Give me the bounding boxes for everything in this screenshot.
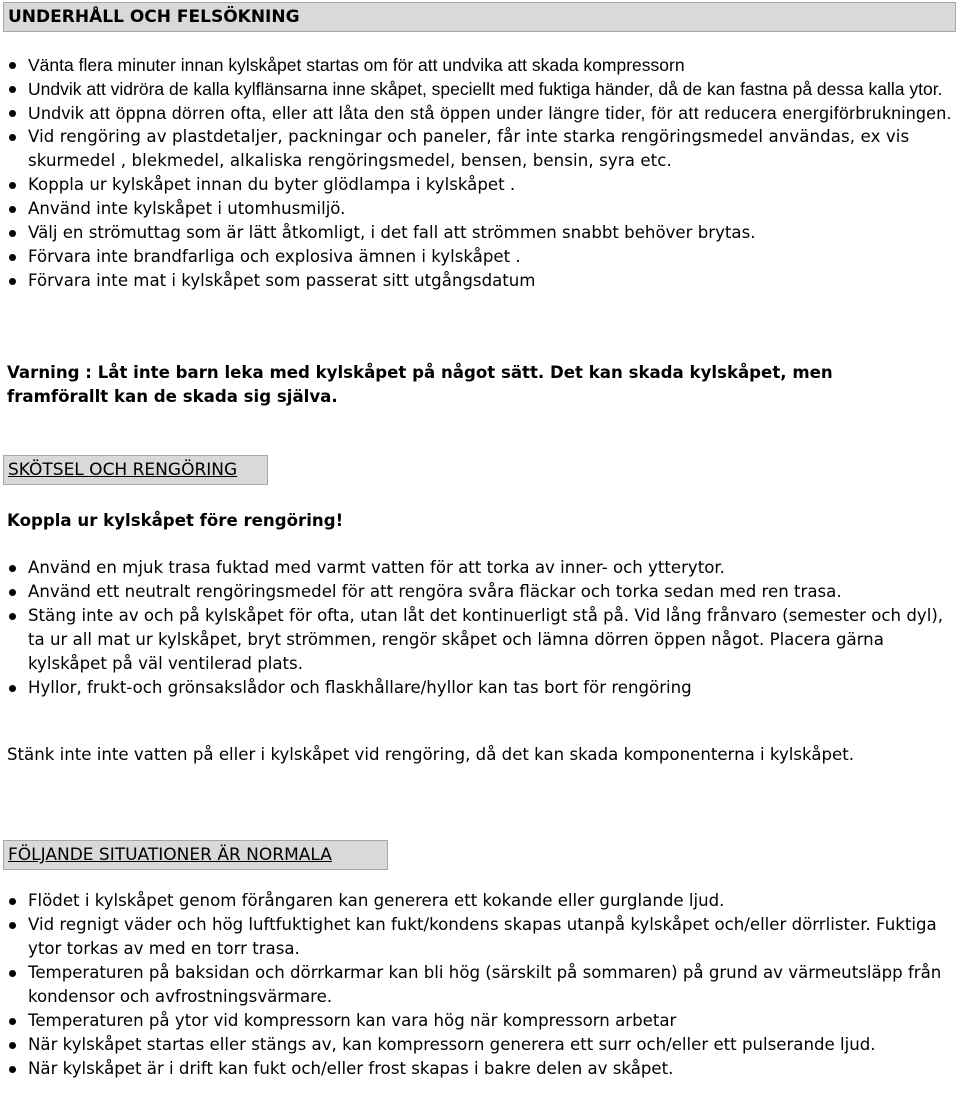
list-item: Temperaturen på baksidan och dörrkarmar kan bli hög (särskilt på sommaren) på grund av värmeutsläpp från kondensor och avfrostningsvärmare. [2,961,952,1009]
list-item: Välj en strömuttag som är lätt åtkomligt, i det fall att strömmen snabbt behöver brytas. [2,221,952,245]
water-note: Stänk inte inte vatten på eller i kylskåpet vid rengöring, då det kan skada komponenterna i kylskåpet. [7,745,855,764]
list-item: Temperaturen på ytor vid kompressorn kan vara hög när kompressorn arbetar [2,1009,952,1033]
list-item: När kylskåpet startas eller stängs av, kan kompressorn generera ett surr och/eller ett pulserande ljud. [2,1033,952,1057]
cleaning-list [2,556,952,700]
list-item: Använd ett neutralt rengöringsmedel för att rengöra svåra fläckar och torka sedan med ren trasa. [2,580,952,604]
list-item: Undvik att vidröra de kalla kylflänsarna inne skåpet, speciellt med fuktiga händer, då de kan fastna på dessa kalla ytor. [2,77,952,101]
section-heading-normal-situations: FÖLJANDE SITUATIONER ÄR NORMALA [3,840,388,870]
list-item: Förvara inte brandfarliga och explosiva ämnen i kylskåpet . [2,245,952,269]
list-item: Vid regnigt väder och hög luftfuktighet kan fukt/kondens skapas utanpå kylskåpet och/eller dörrlister. Fuktiga ytor torkas av med en torr trasa. [2,913,952,961]
section-heading-care-cleaning: SKÖTSEL OCH RENGÖRING [3,455,268,485]
list-item: Undvik att öppna dörren ofta, eller att låta den stå öppen under längre tider, för att reducera energiförbrukningen. [2,101,952,125]
list-item: Koppla ur kylskåpet innan du byter glödlampa i kylskåpet . [2,173,952,197]
section-heading-maintenance: UNDERHÅLL OCH FELSÖKNING [3,2,956,32]
list-item: Hyllor, frukt-och grönsakslådor och flaskhållare/hyllor kan tas bort för rengöring [2,676,952,700]
maintenance-list [2,53,952,293]
list-item: Vänta flera minuter innan kylskåpet startas om för att undvika att skada kompressorn [2,53,952,77]
list-item: När kylskåpet är i drift kan fukt och/eller frost skapas i bakre delen av skåpet. [2,1057,952,1081]
list-item: Förvara inte mat i kylskåpet som passerat sitt utgångsdatum [2,269,952,293]
list-item: Stäng inte av och på kylskåpet för ofta, utan låt det kontinuerligt stå på. Vid lång frånvaro (semester och dyl), ta ur all mat ur kylskåpet, bryt strömmen, rengör skåpet och lämna dörren öppen något. Placera gärna kylskåpet på väl ventilerad plats. [2,604,952,676]
list-item: Flödet i kylskåpet genom förångaren kan generera ett kokande eller gurglande ljud. [2,889,952,913]
list-item: Använd en mjuk trasa fuktad med varmt vatten för att torka av inner- och ytterytor. [2,556,952,580]
warning-text: Varning : Låt inte barn leka med kylskåpet på något sätt. Det kan skada kylskåpet, men framförallt kan de skada sig själva. [7,363,833,406]
unplug-notice: Koppla ur kylskåpet före rengöring! [7,511,344,530]
normal-situations-list [2,889,952,1081]
list-item: Använd inte kylskåpet i utomhusmiljö. [2,197,952,221]
list-item: Vid rengöring av plastdetaljer, packningar och paneler, får inte starka rengöringsmedel användas, ex vis skurmedel , blekmedel, alkaliska rengöringsmedel, bensen, bensin, syra etc. [2,125,952,173]
